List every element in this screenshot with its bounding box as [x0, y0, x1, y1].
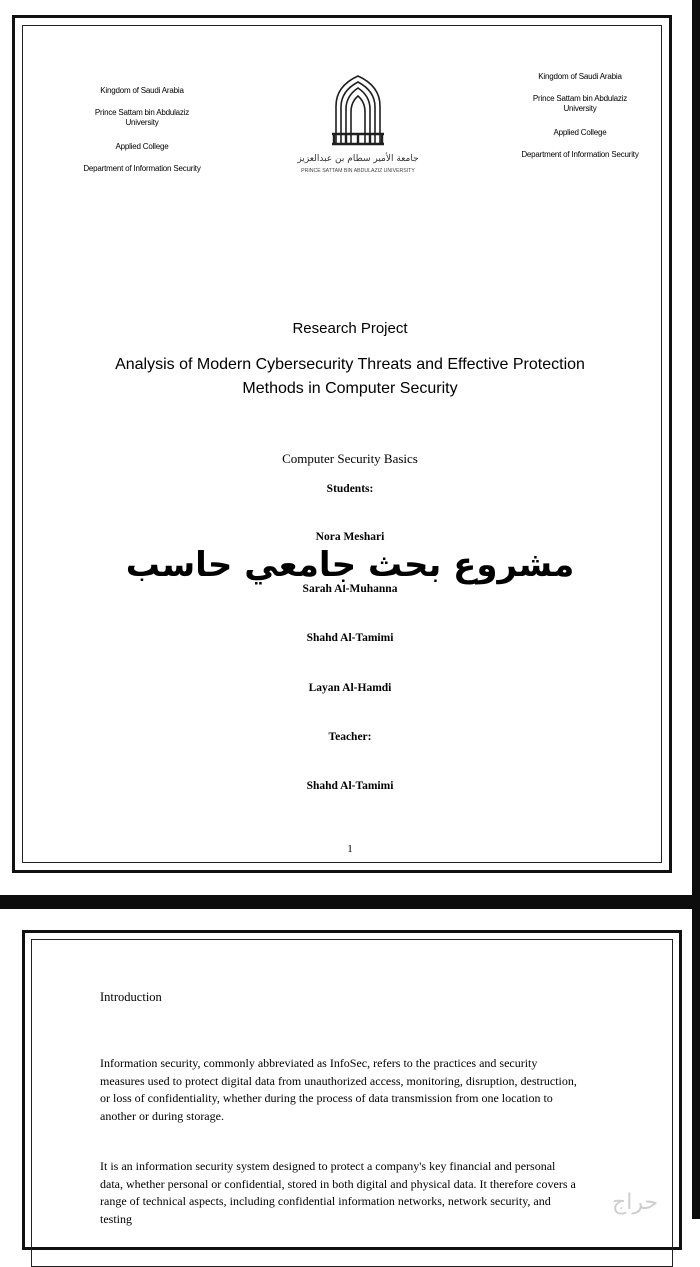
header-left-university [62, 108, 222, 128]
student-name: Nora Meshari [315, 531, 385, 543]
research-title-line2: Methods in Computer Security [242, 380, 458, 397]
student-name: Sarah Al-Muhanna [302, 583, 398, 595]
student-name: Shahd Al-Tamimi [306, 632, 394, 644]
header-right-department: Department of Information Security [521, 150, 639, 159]
page-edge-shadow [692, 0, 700, 1219]
header-right-country: Kingdom of Saudi Arabia [538, 72, 622, 81]
students-label: Students: [326, 483, 374, 495]
teacher-label: Teacher: [328, 731, 372, 743]
research-title-line1: Analysis of Modern Cybersecurity Threats and Effective Protection [115, 356, 585, 373]
research-project-label: Research Project [292, 320, 408, 337]
student-name: Layan Al-Hamdi [308, 682, 392, 694]
introduction-paragraph: It is an information security system designed to protect a company's key financial and personal data, whether personal or confidential, stored in both digital and physical data. It therefore covers a range of technical aspects, including confidential information networks, network security, and testing [100, 1159, 576, 1226]
page-number: 1 [347, 843, 353, 855]
logo-arabic-name: جامعة الأمير سطام بن عبدالعزيز [297, 154, 419, 164]
course-name: Computer Security Basics [282, 451, 418, 466]
header-right-university-line2: University [563, 104, 597, 113]
teacher-name: Shahd Al-Tamimi [306, 780, 394, 792]
header-right-university-line1: Prince Sattam bin Abdulaziz [532, 94, 628, 103]
header-right [505, 72, 655, 172]
watermark: حراج [612, 1190, 659, 1215]
header-left [62, 86, 222, 186]
header-left-country: Kingdom of Saudi Arabia [100, 86, 184, 95]
research-title [0, 353, 700, 401]
header-left-department: Department of Information Security [83, 164, 201, 173]
logo-english-name: PRINCE SATTAM BIN ABDULAZIZ UNIVERSITY [301, 168, 415, 174]
header-right-college: Applied College [553, 128, 607, 137]
introduction-paragraph: Information security, commonly abbreviated as InfoSec, refers to the practices and security measures used to protect digital data from unauthorized access, monitoring, disruption, destruction, or loss of confidentiality, whether during the process of data transmission from one location to another or during storage. [100, 1056, 577, 1123]
introduction-heading: Introduction [100, 990, 162, 1004]
page-divider [0, 895, 700, 909]
university-logo-icon [288, 72, 428, 178]
overlay-caption: مشروع بحث جامعي حاسب [125, 545, 575, 585]
header-left-university-line1: Prince Sattam bin Abdulaziz [94, 108, 190, 117]
header-right-university [505, 94, 655, 114]
header-left-university-line2: University [125, 118, 159, 127]
header-left-college: Applied College [115, 142, 169, 151]
university-logo [288, 72, 428, 183]
